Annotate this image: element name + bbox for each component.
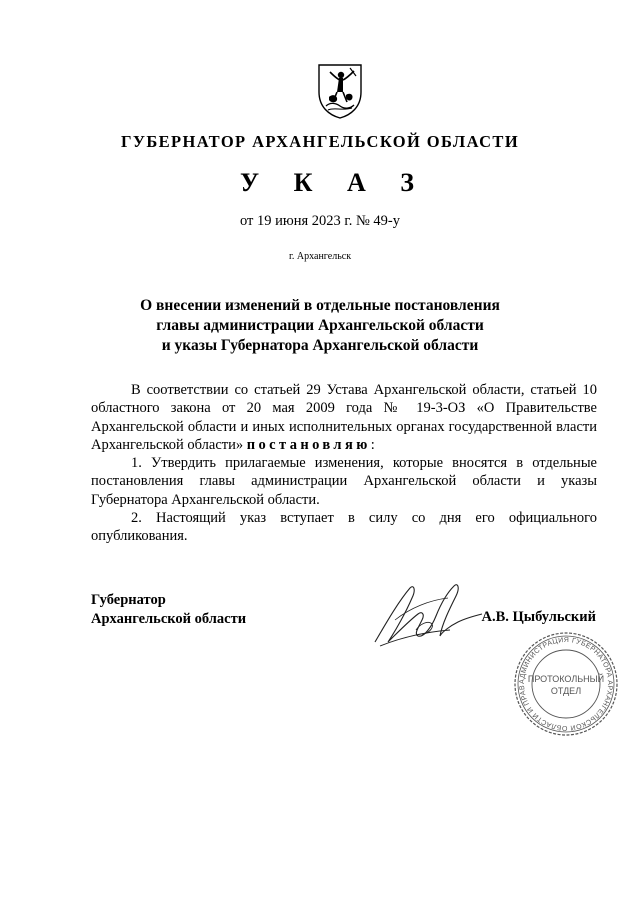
authority-title: ГУБЕРНАТОР АРХАНГЕЛЬСКОЙ ОБЛАСТИ [120,132,520,151]
handwritten-signature [370,580,490,655]
official-stamp [512,630,620,738]
preamble-text: В соответствии со статьей 29 Устава Архангельской области, статьей 10 областного закона от 20 мая 2009 года № 19-3-ОЗ «О Правительстве Архангельской области и иных исполнительных органах государственной власти Архангельской области» [91,382,597,453]
city: г. Архангельск [288,251,352,262]
stamp-center-line-2: ОТДЕЛ [550,686,582,696]
date-number: от 19 июня 2023 г. № 49-у [239,213,401,229]
item-1: 1. Утвердить прилагаемые изменения, которые вносятся в отдельные постановления главы администрации Архангельской области и указы Губернатора Архангельской области. [91,455,597,508]
decree-word: постановляю [246,436,371,453]
item-2: 2. Настоящий указ вступает в силу со дня его официального опубликования. [91,510,597,545]
preamble-end: : [370,436,375,453]
coat-of-arms-icon [316,62,364,120]
position-line-2: Архангельской области [91,611,247,627]
subject-line-1: О внесении изменений в отдельные постановления [140,297,500,314]
document-subject [0,296,640,356]
stamp-ring-text: АДМИНИСТРАЦИЯ ГУБЕРНАТОРА АРХАНГЕЛЬСКОЙ ОБЛАСТИ И ПРАВ [518,636,614,732]
signatory-name: А.В. Цыбульский [481,609,596,625]
document-type: У К А З [240,168,428,197]
signatory-position [91,591,246,629]
stamp-center-line-1: ПРОТОКОЛЬНЫЙ [527,674,605,684]
subject-line-2: главы администрации Архангельской области [156,317,484,334]
subject-line-3: и указы Губернатора Архангельской области [161,337,479,354]
document-body [91,381,597,546]
preamble-paragraph [91,381,597,454]
position-line-1: Губернатор [91,592,166,608]
